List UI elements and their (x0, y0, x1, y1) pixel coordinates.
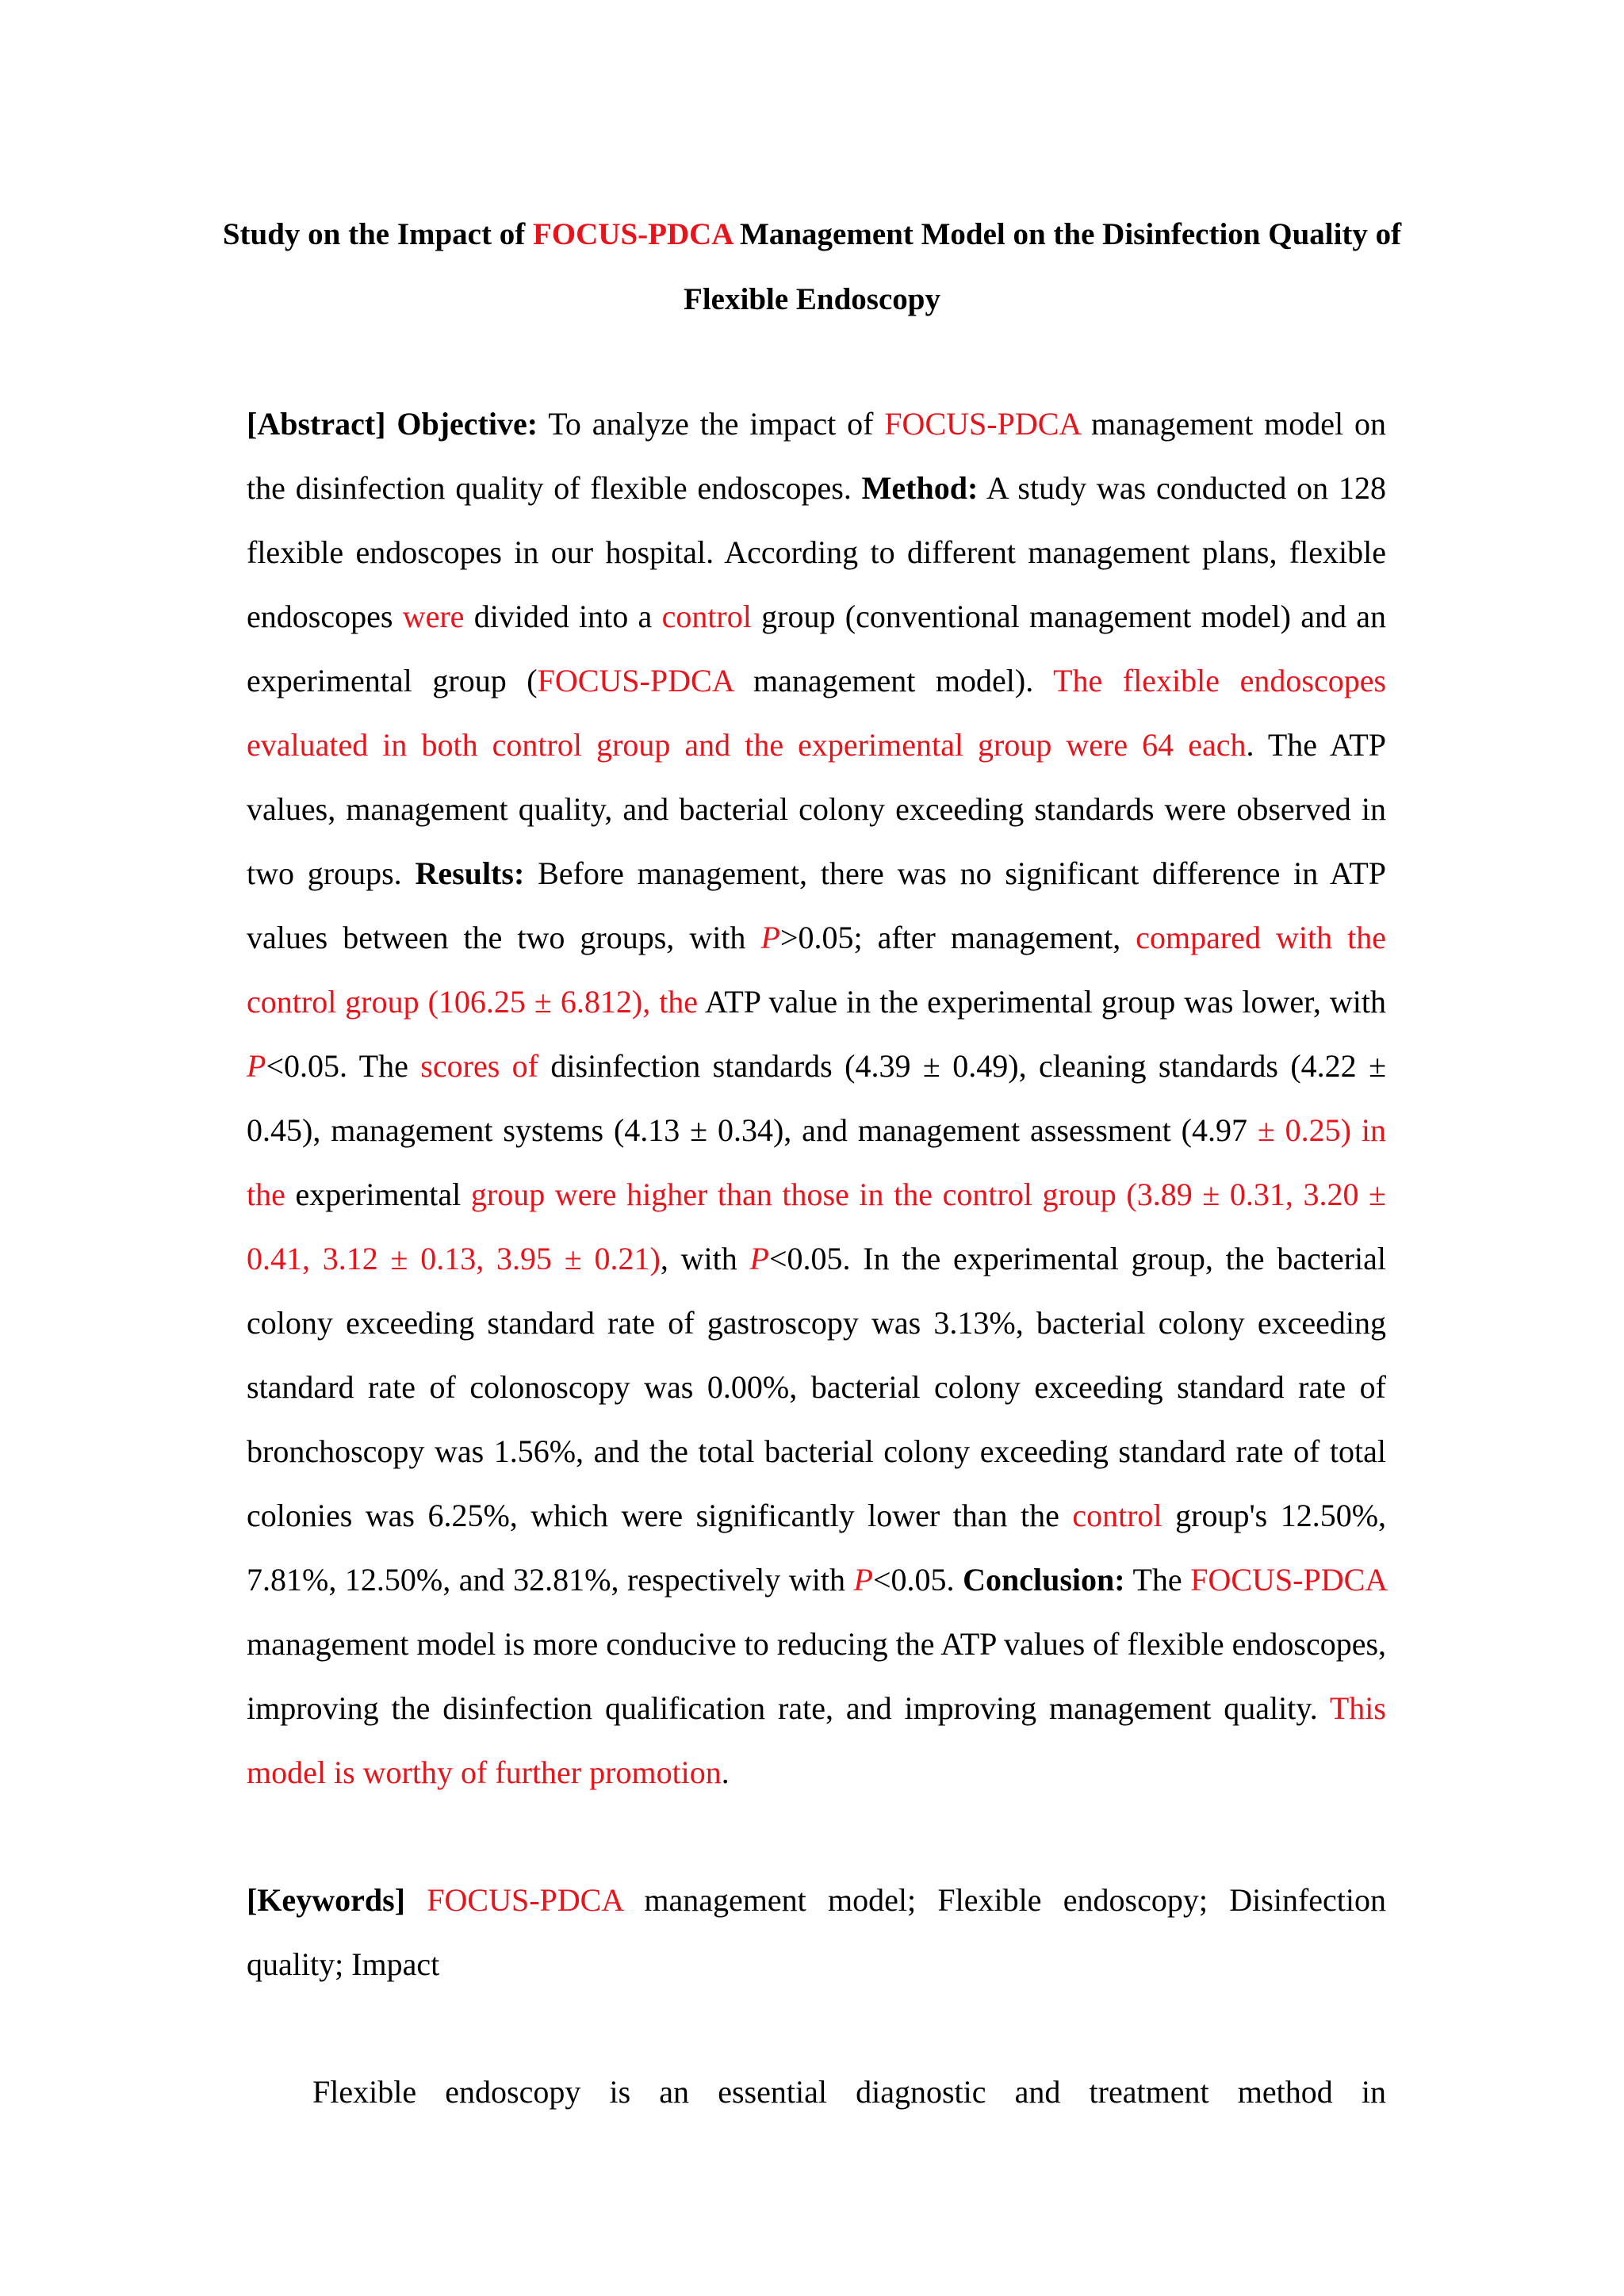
objective-label: Objective: (396, 406, 538, 442)
method-highlight-1: were (402, 599, 465, 634)
p-symbol-3: P (749, 1241, 769, 1276)
results-highlight-3: ± 0.25) in the (247, 1112, 1386, 1212)
p-symbol-2: P (247, 1048, 266, 1084)
method-label: Method: (861, 470, 979, 506)
results-text-e: disinfection standards (4.39 ± 0.49), cleaning standards (4.22 ± 0.45), management systems (4.13 ± 0.34), and management assessment (4.97 (247, 1048, 1387, 1148)
abstract-label: [Abstract] (247, 406, 386, 442)
method-text-c: group (conventional management model) and an experimental group ( (247, 599, 1387, 698)
method-text-a: A study was conducted on 128 flexible endoscopes in our hospital. According to different management plans, flexible endoscopes (247, 470, 1386, 634)
conclusion-text-a: The (1132, 1562, 1182, 1598)
results-text-j: <0.05. (872, 1562, 955, 1598)
p-symbol-4: P (853, 1562, 873, 1598)
method-text-e: . The ATP values, management quality, and bacterial colony exceeding standards were observed in two groups. (247, 727, 1386, 891)
results-highlight-1: compared with the control group (106.25 ± 6.812), the (247, 920, 1387, 1020)
conclusion-end: . (721, 1755, 730, 1790)
results-text-d: <0.05. The (266, 1048, 408, 1084)
conclusion-highlight-1: FOCUS-PDCA (1190, 1562, 1386, 1598)
results-text-a: Before management, there was no significant difference in ATP values between the two groups, with (247, 855, 1387, 955)
results-text-h: <0.05. In the experimental group, the bacterial colony exceeding standard rate of gastroscopy was 3.13%, bacterial colony exceeding standard rate of colonoscopy was 0.00%, bacterial colony exceeding standard rate of bronchoscopy was 1.56%, and the total bacterial colony exceeding standard rate of total colonies was 6.25%, which were significantly lower than the (247, 1241, 1386, 1533)
keywords-label: [Keywords] (247, 1882, 405, 1918)
conclusion-highlight-2: This model is worthy of further promotion (247, 1690, 1386, 1790)
results-text-i: group's 12.50%, 7.81%, 12.50%, and 32.81%, respectively with (247, 1498, 1387, 1598)
results-text-c: ATP value in the experimental group was lower, with (704, 984, 1387, 1020)
results-highlight-5: control (1072, 1498, 1162, 1533)
objective-text-b: management model on the disinfection quality of flexible endoscopes. (247, 406, 1386, 506)
abstract-paragraph (247, 392, 1386, 1804)
method-text-b: divided into a (473, 599, 653, 634)
method-highlight-4: The flexible endoscopes evaluated in both control group and the experimental group were 64 each (247, 663, 1387, 763)
conclusion-label: Conclusion: (963, 1562, 1125, 1598)
objective-text-a: To analyze the impact of (548, 406, 874, 442)
results-text-f: experimental (295, 1177, 462, 1212)
method-highlight-2: control (661, 599, 752, 634)
keywords-paragraph (247, 1868, 1386, 1996)
keywords-text: management model; Flexible endoscopy; Disinfection quality; Impact (247, 1882, 1387, 1982)
results-highlight-4: group were higher than those in the control group (3.89 ± 0.31, 3.20 ± 0.41, 3.12 ± 0.13, 3.95 ± 0.21) (247, 1177, 1387, 1276)
results-label: Results: (415, 855, 525, 891)
results-text-b: >0.05; after management, (779, 920, 1121, 955)
results-highlight-2: scores of (420, 1048, 538, 1084)
intro-paragraph: Flexible endoscopy is an essential diagnostic and treatment method in (312, 2074, 1386, 2110)
title-text-1: Study on the Impact of (222, 217, 533, 251)
p-symbol-1: P (760, 920, 780, 955)
title-highlight: FOCUS-PDCA (532, 217, 733, 251)
keywords-highlight: FOCUS-PDCA (427, 1882, 623, 1918)
paper-title (198, 202, 1426, 332)
method-text-d: management model). (753, 663, 1034, 698)
results-text-g: , with (660, 1241, 737, 1276)
method-highlight-3: FOCUS-PDCA (537, 663, 733, 698)
objective-highlight: FOCUS-PDCA (884, 406, 1081, 442)
title-text-2: Management Model on the Disinfection Quality of Flexible Endoscopy (684, 217, 1402, 316)
conclusion-text-b: management model is more conducive to reducing the ATP values of flexible endoscopes, improving the disinfection qualification rate, and improving management quality. (247, 1626, 1387, 1726)
